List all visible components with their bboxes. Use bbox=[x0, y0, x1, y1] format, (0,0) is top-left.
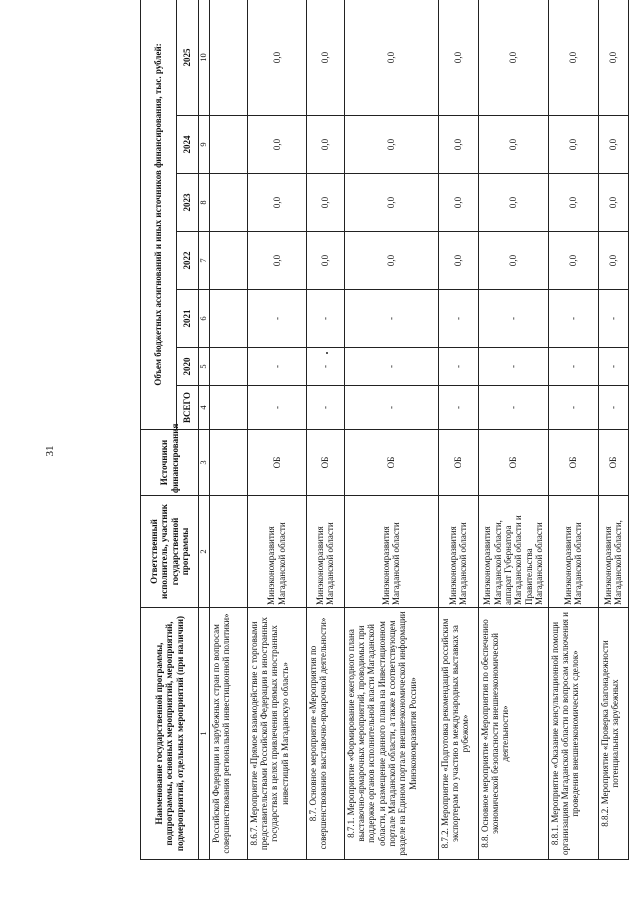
row-value: 0,0 bbox=[598, 174, 628, 232]
row-value: 0,0 bbox=[306, 174, 344, 232]
row-value: 0,0 bbox=[598, 116, 628, 174]
row-total: - bbox=[438, 386, 478, 430]
row-name: 8.7.1. Мероприятие «Формирование ежегодного плана выставочно-ярмарочных мероприятий, проводимых при поддержке органов исполнительной власти Магаданской области, и размещение данного плана на Инвестиционном портале Магаданской области, а также в соответствующем разделе на Едином портале внешнеэкономической информации Минэкономразвития России» bbox=[344, 608, 438, 860]
row-name: 8.6.7. Мероприятие «Прямое взаимодействие с торговыми представительствами Российской Федерации в иностранных государствах в целях привлечения прямых иностранных инвестиций в Магаданскую область» bbox=[247, 608, 306, 860]
row-value: 0,0 bbox=[438, 232, 478, 290]
table-row bbox=[548, 0, 598, 860]
row-total bbox=[209, 386, 247, 430]
row-value: 0,0 bbox=[598, 232, 628, 290]
row-value: - bbox=[247, 290, 306, 348]
row-responsible: Минэкономразвития Магаданской области bbox=[247, 496, 306, 608]
row-value: 0,0 bbox=[247, 116, 306, 174]
table-row bbox=[598, 0, 628, 860]
col-number: 2 bbox=[199, 496, 210, 608]
col-number: 4 bbox=[199, 386, 210, 430]
row-value: 0,0 bbox=[344, 232, 438, 290]
row-source: ОБ bbox=[438, 430, 478, 496]
header-year: 2022 bbox=[177, 232, 199, 290]
header-year: 2023 bbox=[177, 174, 199, 232]
header-year: 2021 bbox=[177, 290, 199, 348]
header-total: ВСЕГО bbox=[177, 386, 199, 430]
row-value: 0,0 bbox=[478, 174, 548, 232]
row-value: - bbox=[478, 290, 548, 348]
col-number: 9 bbox=[199, 116, 210, 174]
col-number: 1 bbox=[199, 608, 210, 860]
row-value: 0,0 bbox=[438, 0, 478, 116]
row-total: - bbox=[598, 386, 628, 430]
row-value: 0,0 bbox=[438, 174, 478, 232]
table-row bbox=[209, 0, 247, 860]
row-value bbox=[209, 0, 247, 116]
row-total: - bbox=[306, 386, 344, 430]
row-value: 0,0 bbox=[478, 0, 548, 116]
row-value bbox=[209, 290, 247, 348]
row-value bbox=[209, 232, 247, 290]
row-value: 0,0 bbox=[306, 0, 344, 116]
col-number: 6 bbox=[199, 290, 210, 348]
header-responsible: Ответственный исполнитель, участник государственной программы bbox=[141, 496, 199, 608]
row-source: ОБ bbox=[306, 430, 344, 496]
row-source: ОБ bbox=[344, 430, 438, 496]
row-value: 0,0 bbox=[247, 232, 306, 290]
row-value: 0,0 bbox=[247, 174, 306, 232]
row-source bbox=[209, 430, 247, 496]
row-responsible: Минэкономразвития Магаданской области, bbox=[598, 496, 628, 608]
header-year: 2025 bbox=[177, 0, 199, 116]
row-name: 8.8. Основное мероприятие «Мероприятия по обеспечению экономической безопасности внешнеэкономической деятельности» bbox=[478, 608, 548, 860]
row-value: 0,0 bbox=[598, 0, 628, 116]
row-value: - bbox=[438, 290, 478, 348]
row-name: 8.8.2. Мероприятие «Проверка благонадежности потенциальных зарубежных bbox=[598, 608, 628, 860]
row-value: 0,0 bbox=[478, 232, 548, 290]
funding-table bbox=[140, 0, 629, 860]
header-year: 2020 bbox=[177, 348, 199, 386]
row-value bbox=[209, 116, 247, 174]
row-name: 8.7.2. Мероприятие «Подготовка рекомендаций российским экспортерам по участию в международных выставках за рубежом» bbox=[438, 608, 478, 860]
row-source: ОБ bbox=[478, 430, 548, 496]
row-value: 0,0 bbox=[247, 0, 306, 116]
table-row bbox=[247, 0, 306, 860]
row-source: ОБ bbox=[598, 430, 628, 496]
rotated-table-wrapper bbox=[140, 0, 624, 860]
row-responsible: Минэкономразвития Магаданской области bbox=[344, 496, 438, 608]
row-total: - bbox=[247, 386, 306, 430]
row-value: - bbox=[306, 348, 344, 386]
row-value: - bbox=[598, 348, 628, 386]
header-funding-group: Объем бюджетных ассигнований и иных источников финансирования, тыс. рублей: bbox=[141, 0, 177, 430]
header-source: Источники финансирования bbox=[141, 430, 199, 496]
row-name: Российской Федерации и зарубежных стран по вопросам совершенствования региональной инвестиционной политики» bbox=[209, 608, 247, 860]
row-value: 0,0 bbox=[438, 116, 478, 174]
row-value: - bbox=[344, 290, 438, 348]
page-number: 31 bbox=[44, 445, 56, 457]
row-value: - bbox=[548, 348, 598, 386]
row-value: - bbox=[438, 348, 478, 386]
row-value: - bbox=[306, 290, 344, 348]
row-value: - bbox=[478, 348, 548, 386]
row-value: - bbox=[344, 348, 438, 386]
col-number: 8 bbox=[199, 174, 210, 232]
col-number: 10 bbox=[199, 0, 210, 116]
row-value bbox=[209, 348, 247, 386]
row-value: 0,0 bbox=[344, 0, 438, 116]
row-total: - bbox=[478, 386, 548, 430]
row-value bbox=[209, 174, 247, 232]
row-responsible: Минэкономразвития Магаданской области, аппарат Губернатора Магаданской области и Правительства Магаданской области bbox=[478, 496, 548, 608]
table-row bbox=[344, 0, 438, 860]
header-name: Наименование государственной программы, подпрограммы, основных мероприятий, мероприятий, подмероприятий, отдельных мероприятий (при наличии) bbox=[141, 608, 199, 860]
row-value: 0,0 bbox=[306, 116, 344, 174]
row-value: - bbox=[247, 348, 306, 386]
row-value: - bbox=[548, 290, 598, 348]
table-row bbox=[438, 0, 478, 860]
row-value: 0,0 bbox=[344, 116, 438, 174]
header-year: 2024 bbox=[177, 116, 199, 174]
row-value: 0,0 bbox=[548, 116, 598, 174]
table-row bbox=[306, 0, 344, 860]
col-number: 3 bbox=[199, 430, 210, 496]
row-source: ОБ bbox=[548, 430, 598, 496]
row-value: 0,0 bbox=[344, 174, 438, 232]
row-value: 0,0 bbox=[548, 174, 598, 232]
row-value: 0,0 bbox=[548, 0, 598, 116]
row-total: - bbox=[548, 386, 598, 430]
row-responsible bbox=[209, 496, 247, 608]
row-name: 8.8.1. Мероприятие «Оказание консультационной помощи организациям Магаданской области по вопросам заключения и проведения внешнеэкономических сделок» bbox=[548, 608, 598, 860]
col-number: 7 bbox=[199, 232, 210, 290]
row-value: 0,0 bbox=[548, 232, 598, 290]
table-row bbox=[478, 0, 548, 860]
row-responsible: Минэкономразвития Магаданской области bbox=[548, 496, 598, 608]
col-number: 5 bbox=[199, 348, 210, 386]
row-responsible: Минэкономразвития Магаданской области bbox=[306, 496, 344, 608]
row-responsible: Минэкономразвития Магаданской области bbox=[438, 496, 478, 608]
row-total: - bbox=[344, 386, 438, 430]
row-name: 8.7. Основное мероприятие «Мероприятия по совершенствованию выставочно-ярмарочной деятельности» bbox=[306, 608, 344, 860]
row-value: - bbox=[598, 290, 628, 348]
row-value: 0,0 bbox=[478, 116, 548, 174]
row-value: 0,0 bbox=[306, 232, 344, 290]
row-source: ОБ bbox=[247, 430, 306, 496]
